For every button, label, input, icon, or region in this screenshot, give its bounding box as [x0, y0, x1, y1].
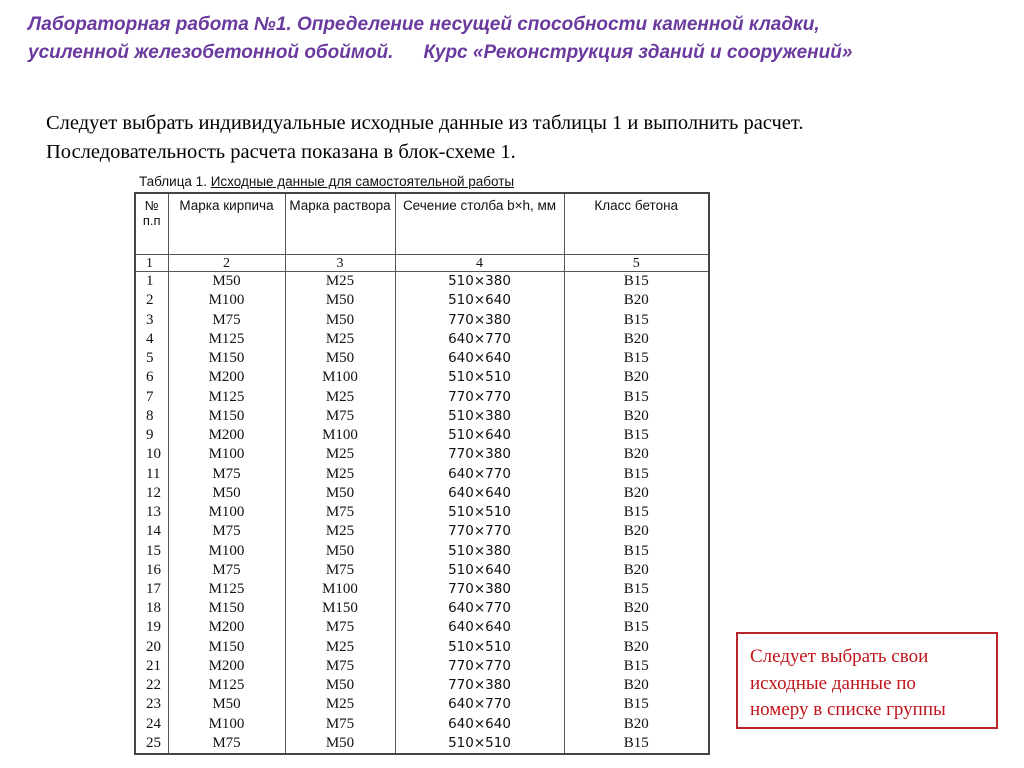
table-row: [135, 715, 709, 734]
table-row: [135, 657, 709, 676]
table-row: [135, 426, 709, 445]
header-column-section: Сечение столба b×h, мм: [395, 193, 564, 255]
mortar-grade: М25: [285, 445, 395, 464]
concrete-class: В15: [564, 657, 709, 676]
table-row: [135, 695, 709, 714]
table-row: [135, 388, 709, 407]
brick-grade: М75: [168, 561, 285, 580]
concrete-class: В20: [564, 715, 709, 734]
brick-grade: М50: [168, 695, 285, 714]
concrete-class: В15: [564, 580, 709, 599]
column-section: 510×640: [395, 426, 564, 445]
row-number: 4: [135, 330, 168, 349]
table-row: [135, 291, 709, 310]
column-section: 770×770: [395, 657, 564, 676]
column-numbers-row: [135, 255, 709, 272]
column-section: 770×380: [395, 676, 564, 695]
brick-grade: М100: [168, 541, 285, 560]
header-number: № п.п: [135, 193, 168, 255]
column-section: 510×640: [395, 291, 564, 310]
row-number: 6: [135, 368, 168, 387]
column-section: 510×510: [395, 503, 564, 522]
title-line-2: усиленной железобетонной обоймой.: [28, 42, 394, 63]
mortar-grade: М50: [285, 291, 395, 310]
table-row: [135, 330, 709, 349]
row-number: 9: [135, 426, 168, 445]
column-section: 640×640: [395, 618, 564, 637]
brick-grade: М200: [168, 368, 285, 387]
column-section: 770×380: [395, 311, 564, 330]
table-row: [135, 638, 709, 657]
brick-grade: М200: [168, 657, 285, 676]
brick-grade: М200: [168, 618, 285, 637]
brick-grade: М125: [168, 388, 285, 407]
brick-grade: М125: [168, 676, 285, 695]
table-row: [135, 272, 709, 292]
column-number: 4: [395, 255, 564, 272]
concrete-class: В15: [564, 734, 709, 754]
concrete-class: В20: [564, 599, 709, 618]
brick-grade: М125: [168, 580, 285, 599]
table-row: [135, 445, 709, 464]
table-row: [135, 734, 709, 754]
table-row: [135, 561, 709, 580]
concrete-class: В20: [564, 484, 709, 503]
concrete-class: В15: [564, 618, 709, 637]
concrete-class: В15: [564, 695, 709, 714]
column-section: 510×640: [395, 561, 564, 580]
row-number: 17: [135, 580, 168, 599]
brick-grade: М200: [168, 426, 285, 445]
brick-grade: М150: [168, 599, 285, 618]
column-section: 640×640: [395, 715, 564, 734]
concrete-class: В15: [564, 388, 709, 407]
table-row: [135, 464, 709, 483]
column-section: 770×770: [395, 388, 564, 407]
mortar-grade: М75: [285, 561, 395, 580]
concrete-class: В20: [564, 407, 709, 426]
row-number: 22: [135, 676, 168, 695]
concrete-class: В15: [564, 272, 709, 292]
concrete-class: В15: [564, 426, 709, 445]
brick-grade: М50: [168, 484, 285, 503]
column-number: 2: [168, 255, 285, 272]
instruction-note-box: [736, 632, 998, 729]
concrete-class: В15: [564, 311, 709, 330]
note-line-3: номеру в списке группы: [750, 699, 946, 720]
table-caption: [139, 174, 514, 189]
mortar-grade: М50: [285, 311, 395, 330]
concrete-class: В15: [564, 503, 709, 522]
brick-grade: М150: [168, 407, 285, 426]
concrete-class: В15: [564, 464, 709, 483]
table-row: [135, 311, 709, 330]
column-section: 770×770: [395, 522, 564, 541]
mortar-grade: М75: [285, 503, 395, 522]
table-row: [135, 580, 709, 599]
column-section: 640×640: [395, 349, 564, 368]
mortar-grade: М25: [285, 695, 395, 714]
concrete-class: В15: [564, 349, 709, 368]
row-number: 2: [135, 291, 168, 310]
column-section: 510×510: [395, 734, 564, 754]
row-number: 12: [135, 484, 168, 503]
brick-grade: М150: [168, 349, 285, 368]
table-row: [135, 618, 709, 637]
intro-text: [46, 109, 946, 166]
column-number: 1: [135, 255, 168, 272]
row-number: 5: [135, 349, 168, 368]
mortar-grade: М25: [285, 464, 395, 483]
brick-grade: М150: [168, 638, 285, 657]
mortar-grade: М50: [285, 734, 395, 754]
column-section: 510×380: [395, 272, 564, 292]
column-section: 640×770: [395, 599, 564, 618]
table-row: [135, 484, 709, 503]
column-section: 770×380: [395, 445, 564, 464]
concrete-class: В20: [564, 445, 709, 464]
concrete-class: В20: [564, 638, 709, 657]
title-line-1: Лабораторная работа №1. Определение несущей способности каменной кладки,: [28, 14, 820, 35]
row-number: 1: [135, 272, 168, 292]
brick-grade: М50: [168, 272, 285, 292]
concrete-class: В20: [564, 330, 709, 349]
table-row: [135, 522, 709, 541]
column-section: 510×510: [395, 368, 564, 387]
brick-grade: М100: [168, 445, 285, 464]
mortar-grade: М75: [285, 715, 395, 734]
intro-line-2: Последовательность расчета показана в блок-схеме 1.: [46, 140, 516, 163]
column-section: 510×380: [395, 541, 564, 560]
brick-grade: М75: [168, 522, 285, 541]
header-concrete-class: Класс бетона: [564, 193, 709, 255]
mortar-grade: М100: [285, 580, 395, 599]
column-number: 5: [564, 255, 709, 272]
concrete-class: В20: [564, 676, 709, 695]
row-number: 18: [135, 599, 168, 618]
column-section: 770×380: [395, 580, 564, 599]
source-data-table: [134, 192, 710, 755]
row-number: 8: [135, 407, 168, 426]
row-number: 25: [135, 734, 168, 754]
brick-grade: М100: [168, 503, 285, 522]
concrete-class: В15: [564, 541, 709, 560]
row-number: 23: [135, 695, 168, 714]
mortar-grade: М25: [285, 330, 395, 349]
column-section: 640×640: [395, 484, 564, 503]
row-number: 24: [135, 715, 168, 734]
mortar-grade: М50: [285, 541, 395, 560]
intro-line-1: Следует выбрать индивидуальные исходные данные из таблицы 1 и выполнить расчет.: [46, 112, 804, 134]
table-row: [135, 368, 709, 387]
row-number: 7: [135, 388, 168, 407]
table-row: [135, 349, 709, 368]
header-brick-grade: Марка кирпича: [168, 193, 285, 255]
mortar-grade: М100: [285, 426, 395, 445]
row-number: 19: [135, 618, 168, 637]
mortar-grade: М25: [285, 272, 395, 292]
concrete-class: В20: [564, 368, 709, 387]
header-mortar-grade: Марка раствора: [285, 193, 395, 255]
note-line-2: исходные данные по: [750, 672, 916, 694]
column-number: 3: [285, 255, 395, 272]
concrete-class: В20: [564, 291, 709, 310]
brick-grade: М100: [168, 291, 285, 310]
mortar-grade: М100: [285, 368, 395, 387]
slide-title: [28, 11, 1008, 67]
row-number: 20: [135, 638, 168, 657]
column-section: 640×770: [395, 330, 564, 349]
row-number: 14: [135, 522, 168, 541]
mortar-grade: М50: [285, 484, 395, 503]
row-number: 11: [135, 464, 168, 483]
brick-grade: М100: [168, 715, 285, 734]
note-line-1: Следует выбрать свои: [750, 646, 929, 667]
table-row: [135, 503, 709, 522]
brick-grade: М75: [168, 311, 285, 330]
table-row: [135, 676, 709, 695]
row-number: 3: [135, 311, 168, 330]
row-number: 15: [135, 541, 168, 560]
concrete-class: В20: [564, 522, 709, 541]
brick-grade: М75: [168, 734, 285, 754]
table-header-row: [135, 193, 709, 255]
column-section: 510×380: [395, 407, 564, 426]
brick-grade: М125: [168, 330, 285, 349]
brick-grade: М75: [168, 464, 285, 483]
mortar-grade: М50: [285, 676, 395, 695]
course-name: Курс «Реконструкция зданий и сооружений»: [423, 42, 853, 63]
mortar-grade: М75: [285, 407, 395, 426]
mortar-grade: М50: [285, 349, 395, 368]
column-section: 640×770: [395, 464, 564, 483]
table-row: [135, 407, 709, 426]
mortar-grade: М25: [285, 638, 395, 657]
mortar-grade: М25: [285, 388, 395, 407]
row-number: 13: [135, 503, 168, 522]
row-number: 21: [135, 657, 168, 676]
table-row: [135, 541, 709, 560]
concrete-class: В20: [564, 561, 709, 580]
table-caption-text: Исходные данные для самостоятельной работы: [210, 174, 515, 189]
column-section: 510×510: [395, 638, 564, 657]
mortar-grade: М75: [285, 657, 395, 676]
table-row: [135, 599, 709, 618]
table-caption-prefix: Таблица 1.: [139, 174, 207, 189]
row-number: 10: [135, 445, 168, 464]
mortar-grade: М150: [285, 599, 395, 618]
mortar-grade: М75: [285, 618, 395, 637]
row-number: 16: [135, 561, 168, 580]
mortar-grade: М25: [285, 522, 395, 541]
column-section: 640×770: [395, 695, 564, 714]
